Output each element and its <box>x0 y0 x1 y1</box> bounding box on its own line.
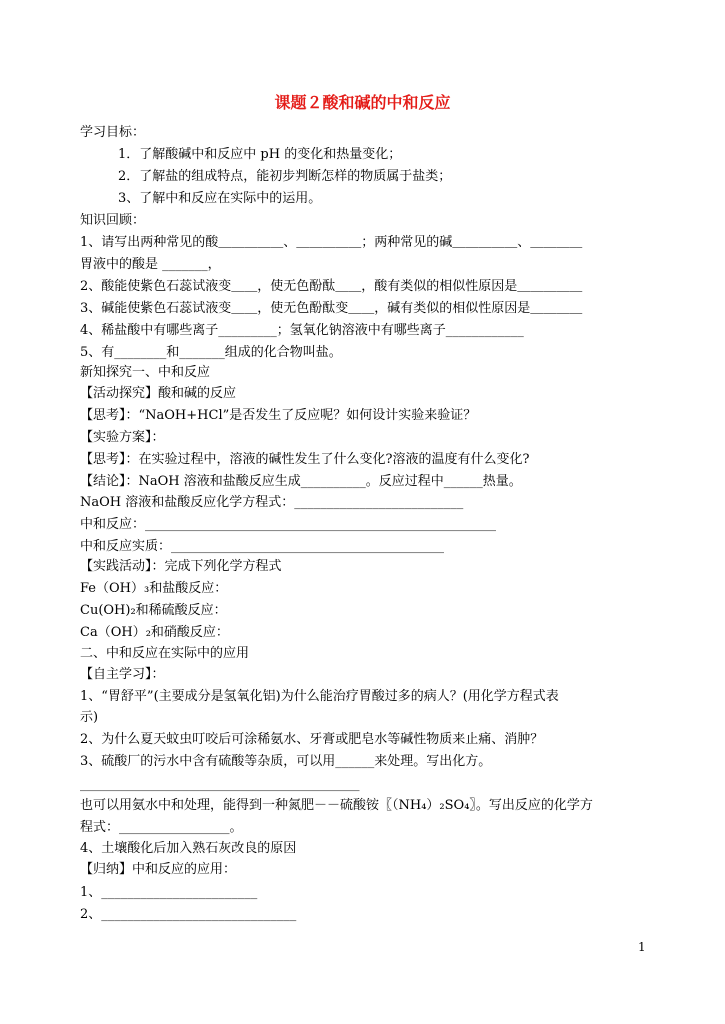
text-line: 示) <box>80 710 99 725</box>
page-title: 课题２酸和碱的中和反应 <box>274 93 451 112</box>
text-line: ___________________________________________ <box>80 777 360 792</box>
text-line: 4、土壤酸化后加入熟石灰改良的原因 <box>80 841 297 856</box>
text-line: 中和反应实质：__________________________________________ <box>80 539 445 554</box>
text-line: Ca（OH）₂和硝酸反应： <box>80 625 229 640</box>
text-line: 学习目标： <box>80 125 146 140</box>
text-line: 【活动探究】酸和碱的反应 <box>80 386 237 401</box>
text-line: 2、为什么夏天蚊虫叮咬后可涂稀氨水、牙膏或肥皂水等碱性物质来止痛、消肿？ <box>80 732 544 747</box>
text-line: 1、________________________ <box>80 885 258 900</box>
text-line: 5、有________和_______组成的化合物叫盐。 <box>80 345 342 360</box>
text-line: 中和反应：______________________________________________________ <box>80 517 497 532</box>
text-line: 1、“胃舒平”(主要成分是氢氧化铝)为什么能治疗胃酸过多的病人？(用化学方程式表 <box>80 689 559 704</box>
text-line: 1、请写出两种常见的酸＿＿＿＿＿、＿＿＿＿＿；两种常见的碱＿＿＿＿＿、＿＿＿＿ <box>80 235 583 250</box>
text-line: 【思考】：在实验过程中，溶液的碱性发生了什么变化?溶液的温度有什么变化? <box>80 452 530 467</box>
text-line: 【归纳】中和反应的应用： <box>80 862 237 877</box>
text-line: 3、了解中和反应在实际中的运用。 <box>118 191 322 206</box>
text-line: 也可以用氨水中和处理，能得到一种氮肥－－硫酸铵〖（NH₄）₂SO₄〗。写出反应的化学方 <box>80 798 593 813</box>
text-line: 【结论】：NaOH 溶液和盐酸反应生成__________。反应过程中______热量。 <box>80 474 522 489</box>
text-line: 2．了解盐的组成特点，能初步判断怎样的物质属于盐类； <box>118 169 452 184</box>
text-line: NaOH 溶液和盐酸反应化学方程式：__________________________ <box>80 495 464 510</box>
text-line: Cu(OH)₂和稀硫酸反应： <box>80 603 227 618</box>
text-line: 3、碱能使紫色石蕊试液变＿＿，使无色酚酞变＿＿，碱有类似的相似性原因是＿＿＿＿ <box>80 301 583 316</box>
text-line: Fe（OH）₃和盐酸反应： <box>80 581 228 596</box>
text-line: 二、中和反应在实际中的应用 <box>80 646 250 661</box>
text-line: 【实践活动】：完成下列化学方程式 <box>80 559 282 574</box>
text-line: 4、稀盐酸中有哪些离子_________；氢氧化钠溶液中有哪些离子____________ <box>80 323 524 338</box>
text-line: 【思考】：“NaOH+HCl”是否发生了反应呢？如何设计实验来验证？ <box>80 408 477 423</box>
text-line: 胃液中的酸是 _______， <box>80 257 221 272</box>
text-line: 新知探究一、中和反应 <box>80 365 211 380</box>
text-line: 3、硫酸厂的污水中含有硫酸等杂质，可以用______来处理。写出化方。 <box>80 754 492 769</box>
text-line: 程式：_________________。 <box>80 820 243 835</box>
text-line: 知识回顾： <box>80 213 146 228</box>
text-line: 2、______________________________ <box>80 907 297 922</box>
text-line: 【自主学习】： <box>80 667 165 682</box>
text-line: 【实验方案】： <box>80 430 165 445</box>
text-line: 1．了解酸碱中和反应中 pH 的变化和热量变化； <box>118 147 402 162</box>
page-number: 1 <box>638 940 646 954</box>
text-line: 2、酸能使紫色石蕊试液变＿＿，使无色酚酞＿＿，酸有类似的相似性原因是＿＿＿＿＿ <box>80 279 583 294</box>
